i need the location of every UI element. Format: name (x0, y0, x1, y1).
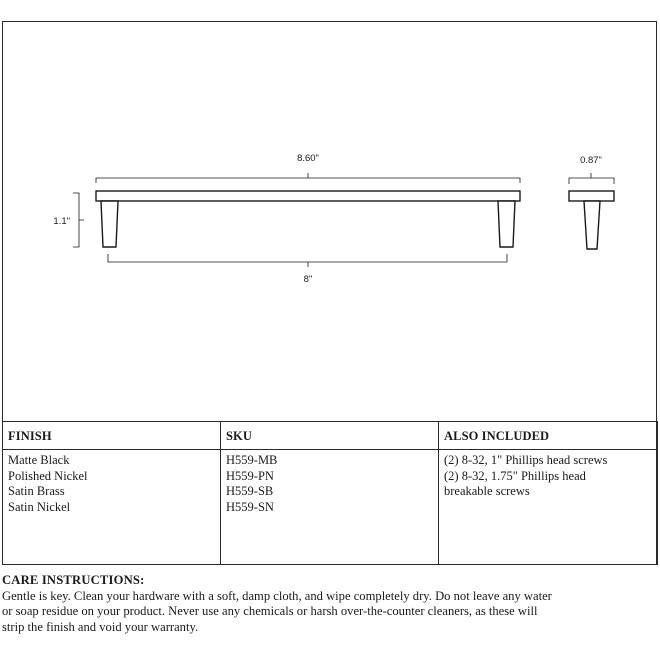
height-dimension-line (73, 193, 84, 247)
also-included-header: ALSO INCLUDED (439, 422, 658, 450)
finish-item: Matte Black (8, 453, 70, 467)
finish-item: Polished Nickel (8, 468, 88, 483)
height-label: 1.1" (53, 216, 70, 227)
pull-post-left (101, 201, 118, 247)
spec-table (2, 421, 658, 565)
pull-bar-front (96, 191, 520, 201)
pull-post-right (498, 201, 515, 247)
included-item: (2) 8-32, 1" Phillips head screws (444, 453, 608, 467)
overall-length-dimension-line (96, 173, 520, 183)
side-width-dimension-line (569, 173, 614, 184)
included-item: breakable screws (444, 484, 530, 498)
center-to-center-label: 8" (303, 274, 313, 285)
spec-table-body-row (3, 450, 658, 565)
care-instructions-line: or soap residue on your product. Never use any chemicals or harsh over-the-counter cleaners, as these will (2, 604, 538, 618)
care-instructions (2, 573, 658, 635)
sku-cell (221, 450, 439, 565)
overall-length-label: 8.60" (297, 153, 319, 164)
sku-item: H559-PN (226, 468, 274, 483)
finish-item: Satin Brass (8, 484, 65, 498)
pull-post-side (584, 201, 600, 249)
care-instructions-title: CARE INSTRUCTIONS: (2, 573, 145, 587)
side-width-label: 0.87" (580, 155, 602, 166)
finish-item: Satin Nickel (8, 499, 71, 514)
also-included-cell (439, 450, 658, 565)
sku-item: H559-SN (226, 499, 274, 514)
sku-item: H559-MB (226, 453, 278, 467)
care-instructions-line: Gentle is key. Clean your hardware with a soft, damp cloth, and wipe completely dry. Do not leave any water (2, 588, 552, 603)
spec-table-header-row (3, 422, 658, 450)
center-to-center-dimension-line (108, 254, 507, 267)
care-instructions-line: strip the finish and void your warranty. (2, 619, 199, 634)
finish-header: FINISH (3, 422, 221, 450)
sku-header: SKU (221, 422, 439, 450)
finish-cell (3, 450, 221, 565)
sku-item: H559-SB (226, 484, 274, 498)
pull-bar-side (569, 191, 614, 201)
included-item: (2) 8-32, 1.75" Phillips head (444, 468, 586, 483)
